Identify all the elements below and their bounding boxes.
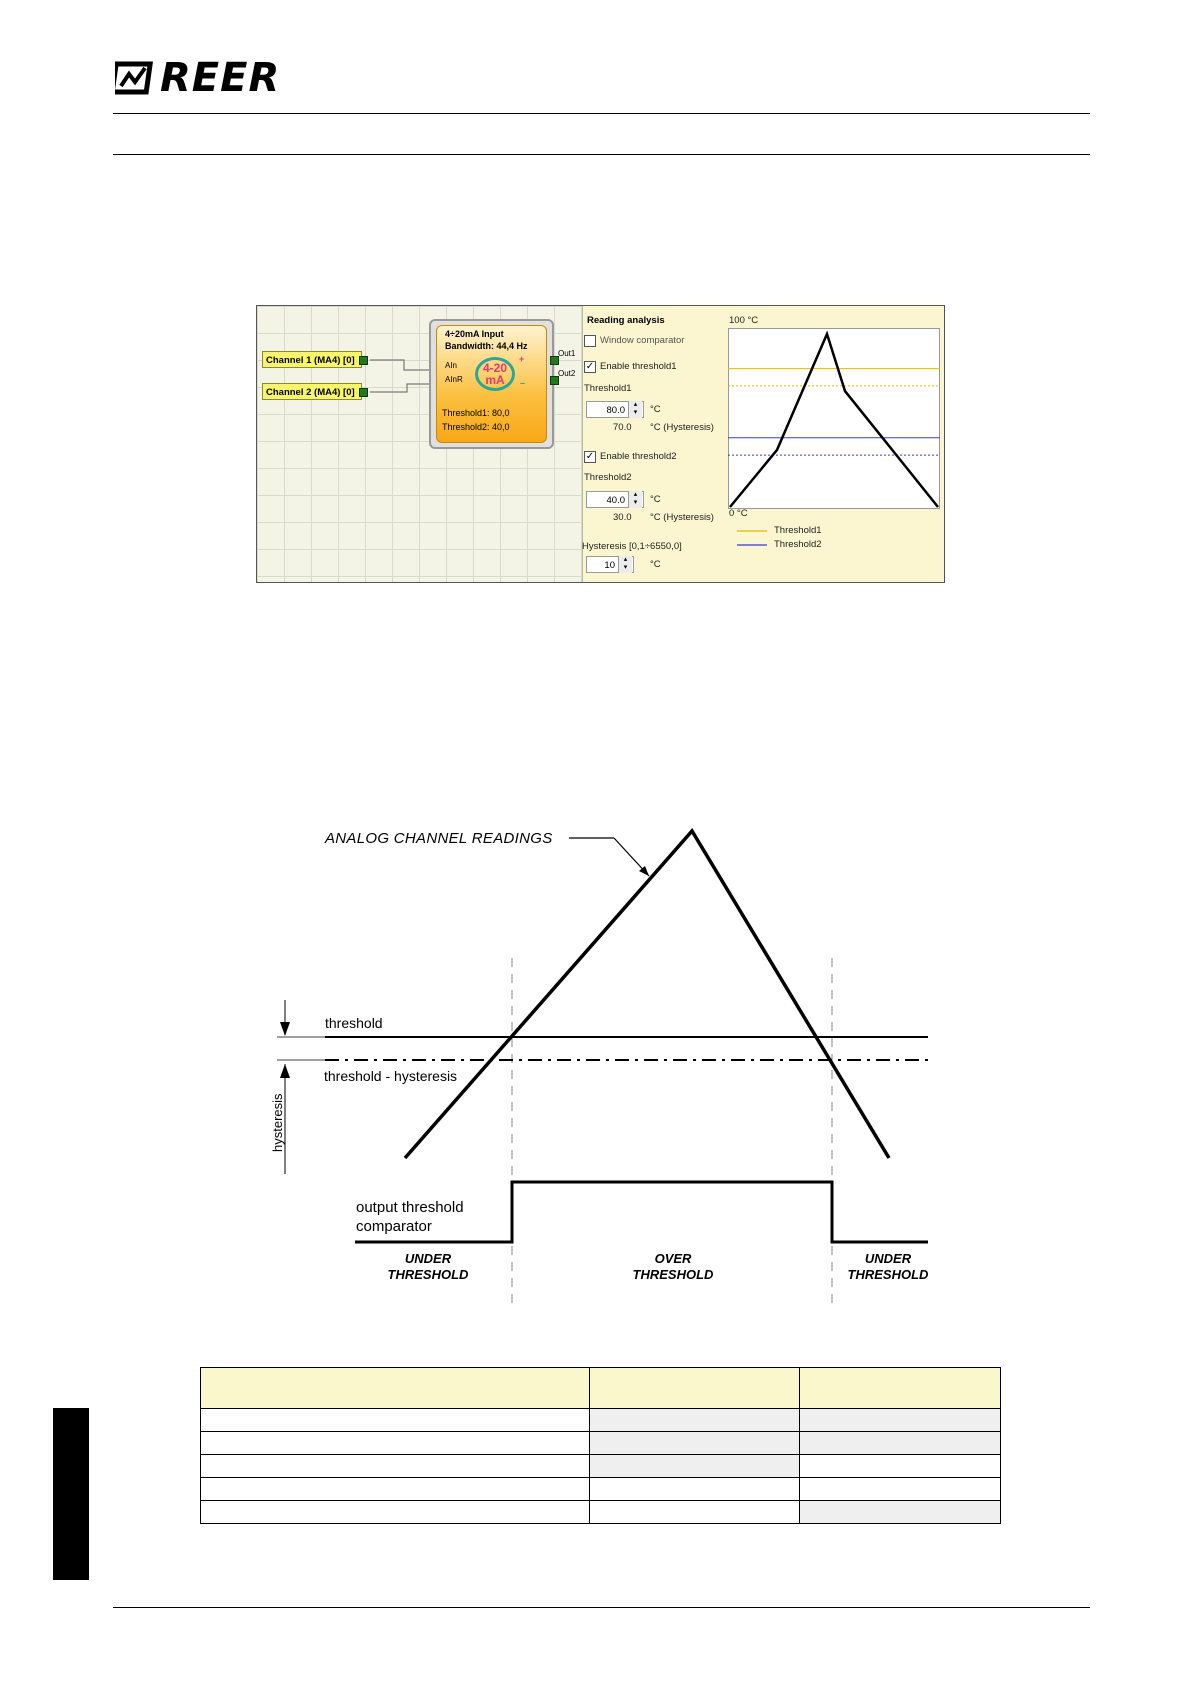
header-rule-top: [113, 113, 1090, 114]
header-rule-bottom: [113, 154, 1090, 155]
analog-input-block[interactable]: [429, 319, 554, 449]
mini-chart-top-label: 100 °C: [729, 315, 759, 326]
table-cell: [589, 1478, 800, 1501]
window-comparator-label: Window comparator: [600, 335, 685, 346]
analog-readings-line: [405, 831, 889, 1158]
reer-logo: [115, 55, 281, 101]
threshold1-input[interactable]: 80.0 ▴ ▾: [586, 401, 644, 418]
table-header-cell: [800, 1368, 1001, 1409]
icon-top-text: 4-20: [482, 361, 508, 375]
table-cell: [589, 1455, 800, 1478]
block-title: 4÷20mA Input: [445, 329, 504, 339]
hysteresis-input[interactable]: 10 ▴ ▾: [586, 556, 634, 573]
over-line1: OVER: [654, 1251, 692, 1266]
plus-icon: +: [519, 354, 525, 364]
side-language-tab: [53, 1408, 89, 1580]
hysteresis-arrow-down: [280, 1022, 290, 1036]
table-row: [201, 1478, 1001, 1501]
minus-icon: –: [520, 378, 526, 388]
mini-legend-swatches: [735, 524, 775, 554]
threshold-hysteresis-label: threshold - hysteresis: [324, 1068, 458, 1084]
enable-threshold1-label: Enable threshold1: [600, 361, 677, 372]
over-line2: THRESHOLD: [632, 1267, 714, 1282]
threshold1-unit: °C: [650, 404, 661, 415]
hysteresis-label: hysteresis: [270, 1093, 285, 1152]
table-cell: [800, 1432, 1001, 1455]
pin-ainr-label: AInR: [445, 375, 463, 384]
table-cell: [201, 1501, 590, 1524]
window-comparator-checkbox[interactable]: [584, 335, 596, 347]
table-cell: [201, 1478, 590, 1501]
table-cell: [800, 1455, 1001, 1478]
table-row: [201, 1455, 1001, 1478]
table-header-row: [201, 1368, 1001, 1409]
table-cell: [800, 1478, 1001, 1501]
footer-rule: [113, 1607, 1090, 1608]
table-cell: [201, 1455, 590, 1478]
under1-line1: UNDER: [404, 1251, 452, 1266]
table-cell: [589, 1432, 800, 1455]
legend-threshold1-label: Threshold1: [774, 525, 822, 536]
threshold2-input[interactable]: 40.0 ▴ ▾: [586, 491, 644, 508]
mini-reading-chart: [728, 328, 940, 509]
logic-grid-canvas: [257, 306, 583, 582]
legend-threshold2-label: Threshold2: [774, 539, 822, 550]
table-header-cell: [201, 1368, 590, 1409]
threshold-diagram: [255, 820, 945, 1310]
hysteresis-arrow-up: [280, 1064, 290, 1078]
out1-label: Out1: [558, 349, 576, 358]
table-row: [201, 1501, 1001, 1524]
threshold1-hyst-value: 70.0: [613, 422, 632, 433]
readings-label: ANALOG CHANNEL READINGS: [325, 830, 553, 847]
output-label-line1: output threshold: [356, 1199, 464, 1216]
analog-4-20ma-icon: [475, 357, 515, 391]
table-header-cell: [589, 1368, 800, 1409]
table-row: [201, 1432, 1001, 1455]
software-screenshot: [256, 305, 945, 583]
channel2-label: Channel 2 (MA4) [0]: [266, 387, 355, 398]
reer-logo-mark-icon: [115, 58, 157, 98]
table-cell: [589, 1501, 800, 1524]
reading-analysis-heading: Reading analysis: [587, 315, 665, 326]
threshold1-label: Threshold1: [584, 383, 632, 394]
block-threshold1: Threshold1: 80,0: [442, 408, 510, 418]
output-state-table: [200, 1367, 1001, 1524]
block-bandwidth: Bandwidth: 44,4 Hz: [445, 341, 528, 351]
under1-line2: THRESHOLD: [387, 1267, 469, 1282]
threshold2-label: Threshold2: [584, 472, 632, 483]
threshold-label: threshold: [325, 1015, 383, 1031]
mini-chart-bottom-label: 0 °C: [729, 508, 748, 519]
block-threshold2: Threshold2: 40,0: [442, 422, 510, 432]
hysteresis-unit: °C: [650, 559, 661, 570]
pin-ain-label: AIn: [445, 361, 458, 370]
enable-threshold2-label: Enable threshold2: [600, 451, 677, 462]
threshold2-unit: °C: [650, 494, 661, 505]
table-cell: [589, 1409, 800, 1432]
analog-input-block-body: [436, 325, 547, 443]
channel1-label: Channel 1 (MA4) [0]: [266, 355, 355, 366]
under2-line1: UNDER: [864, 1251, 912, 1266]
table-cell: [201, 1432, 590, 1455]
enable-threshold1-checkbox[interactable]: ✓: [585, 361, 595, 372]
icon-bottom-text: mA: [485, 373, 505, 387]
enable-threshold2-checkbox[interactable]: ✓: [585, 451, 595, 462]
output-label-line2: comparator: [356, 1218, 432, 1235]
hysteresis-label: Hysteresis [0,1÷6550,0]: [582, 541, 682, 552]
table-row: [201, 1409, 1001, 1432]
out2-label: Out2: [558, 369, 576, 378]
under2-line2: THRESHOLD: [847, 1267, 929, 1282]
threshold2-hyst-unit: °C (Hysteresis): [650, 512, 714, 523]
threshold2-hyst-value: 30.0: [613, 512, 632, 523]
table-cell: [201, 1409, 590, 1432]
logo-wordmark: REER: [160, 55, 281, 101]
table-cell: [800, 1501, 1001, 1524]
threshold1-hyst-unit: °C (Hysteresis): [650, 422, 714, 433]
table-cell: [800, 1409, 1001, 1432]
